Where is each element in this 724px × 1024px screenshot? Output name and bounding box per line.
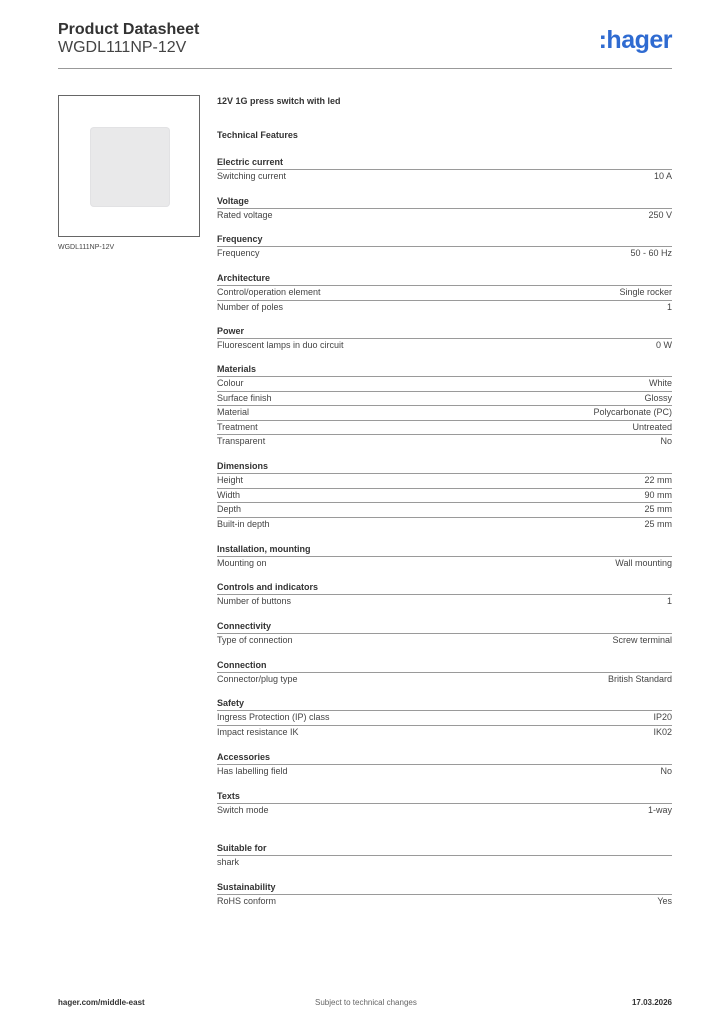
section-title: Safety: [217, 698, 245, 708]
spec-value: Untreated: [632, 421, 672, 432]
footer-date: 17.03.2026: [631, 998, 672, 1007]
spec-value: Screw terminal: [612, 635, 672, 645]
spec-value: No: [660, 436, 672, 447]
spec-label: Depth: [217, 504, 242, 515]
spec-value: 10 A: [653, 171, 672, 181]
spec-row: [217, 169, 672, 183]
spec-label: Surface finish: [217, 392, 272, 403]
spec-row: [217, 208, 672, 222]
section-title: Sustainability: [217, 882, 276, 892]
spec-row: [217, 434, 672, 448]
spec-value: 25 mm: [644, 504, 672, 515]
spec-label: Number of buttons: [217, 596, 292, 606]
spec-value: Wall mounting: [615, 558, 672, 568]
section-title: Voltage: [217, 196, 249, 206]
section-title: Controls and indicators: [217, 582, 319, 592]
spec-label: Rated voltage: [217, 210, 273, 220]
spec-label: Material: [217, 407, 250, 418]
product-image-label: WGDL111NP-12V: [58, 244, 115, 251]
spec-label: Control/operation element: [217, 287, 321, 297]
technical-features-title: Technical Features: [217, 130, 298, 140]
spec-label: Switching current: [217, 171, 287, 181]
spec-value: 1: [666, 596, 672, 606]
spec-value: 250 V: [648, 210, 672, 220]
header-divider: [58, 68, 672, 69]
section-title: Suitable for: [217, 843, 267, 853]
spec-value: IK02: [653, 726, 672, 737]
spec-row: [217, 803, 672, 817]
product-code: WGDL111NP-12V: [58, 39, 187, 56]
spec-row: [217, 246, 672, 260]
spec-value: White: [648, 378, 672, 388]
section-title: Connection: [217, 660, 267, 670]
section-title: Accessories: [217, 752, 271, 762]
spec-row: [217, 855, 672, 869]
spec-value: 1: [666, 301, 672, 312]
spec-value: 25 mm: [644, 518, 672, 529]
spec-label: Frequency: [217, 248, 260, 258]
spec-row: [217, 517, 672, 531]
section-title: Frequency: [217, 234, 263, 244]
spec-value: 0 W: [655, 340, 672, 350]
spec-row: [217, 764, 672, 778]
spec-row: [217, 710, 672, 724]
spec-label: Built-in depth: [217, 518, 270, 529]
spec-row: [217, 300, 672, 314]
hager-logo: :hager: [598, 26, 672, 54]
spec-value: IP20: [653, 712, 672, 722]
switch-plate-illustration: [90, 127, 170, 207]
spec-label: Mounting on: [217, 558, 267, 568]
spec-row: [217, 594, 672, 608]
spec-value: Glossy: [644, 392, 672, 403]
spec-label: shark: [217, 857, 240, 867]
product-description: 12V 1G press switch with led: [217, 96, 341, 106]
section-title: Dimensions: [217, 461, 269, 471]
spec-row: [217, 473, 672, 487]
spec-label: Ingress Protection (IP) class: [217, 712, 330, 722]
spec-value: 90 mm: [644, 489, 672, 500]
spec-row: [217, 894, 672, 908]
section-title: Connectivity: [217, 621, 272, 631]
spec-row: [217, 725, 672, 739]
spec-value: Yes: [657, 896, 672, 906]
spec-row: [217, 376, 672, 390]
section-title: Power: [217, 326, 245, 336]
spec-row: [217, 502, 672, 516]
spec-row: [217, 488, 672, 502]
spec-label: Colour: [217, 378, 244, 388]
footer-note: Subject to technical changes: [315, 998, 417, 1007]
spec-row: [217, 633, 672, 647]
spec-label: RoHS conform: [217, 896, 277, 906]
spec-value: 22 mm: [644, 475, 672, 485]
spec-value: Single rocker: [619, 287, 672, 297]
spec-row: [217, 391, 672, 405]
header-title: Product Datasheet: [58, 21, 200, 38]
spec-label: Fluorescent lamps in duo circuit: [217, 340, 344, 350]
section-title: Texts: [217, 791, 240, 801]
spec-value: Polycarbonate (PC): [593, 407, 672, 418]
spec-row: [217, 672, 672, 686]
spec-row: [217, 405, 672, 419]
spec-value: 1-way: [647, 805, 672, 815]
spec-value: No: [660, 766, 672, 776]
spec-value: 50 - 60 Hz: [630, 248, 672, 258]
spec-label: Impact resistance IK: [217, 726, 299, 737]
spec-label: Type of connection: [217, 635, 293, 645]
spec-label: Treatment: [217, 421, 258, 432]
spec-row: [217, 285, 672, 299]
section-title: Installation, mounting: [217, 544, 311, 554]
spec-label: Has labelling field: [217, 766, 288, 776]
product-image: [58, 95, 200, 237]
section-title: Electric current: [217, 157, 284, 167]
spec-label: Height: [217, 475, 244, 485]
footer-website: hager.com/middle-east: [58, 998, 145, 1007]
section-title: Materials: [217, 364, 257, 374]
spec-row: [217, 556, 672, 570]
section-title: Architecture: [217, 273, 271, 283]
spec-row: [217, 420, 672, 434]
spec-label: Transparent: [217, 436, 266, 447]
spec-label: Number of poles: [217, 301, 284, 312]
spec-label: Connector/plug type: [217, 674, 298, 684]
spec-label: Width: [217, 489, 241, 500]
spec-label: Switch mode: [217, 805, 269, 815]
spec-value: British Standard: [607, 674, 672, 684]
spec-row: [217, 338, 672, 352]
